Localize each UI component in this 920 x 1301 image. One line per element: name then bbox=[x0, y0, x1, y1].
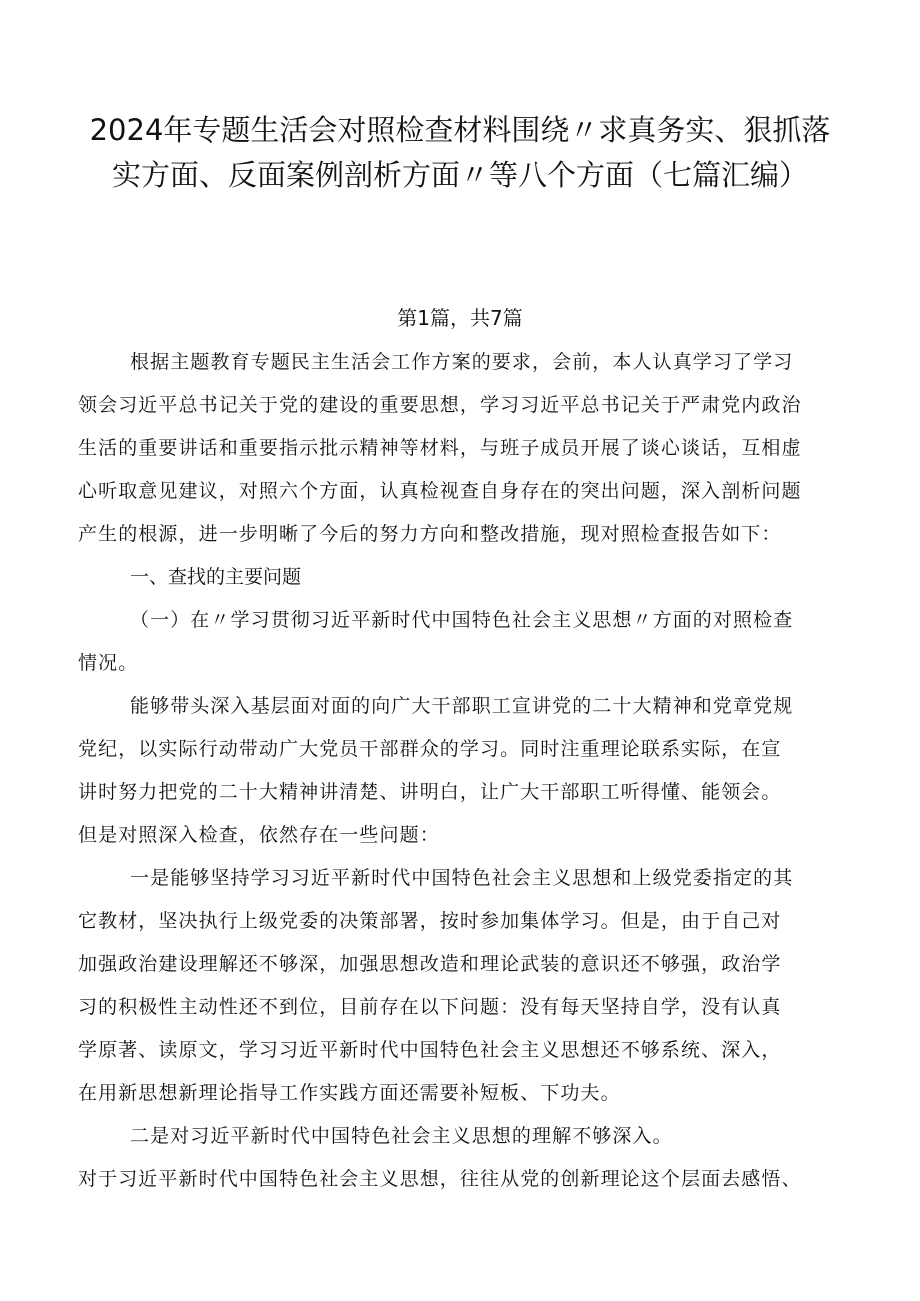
paragraph-line: 学原著、读原文，学习习近平新时代中国特色社会主义思想还不够系统、深入， bbox=[78, 1039, 782, 1061]
paragraph-line: 生活的重要讲话和重要指示批示精神等材料，与班子成员开展了谈心谈话，互相虚 bbox=[78, 437, 802, 459]
paragraph-line: 习的积极性主动性还不到位，目前存在以下问题：没有每天坚持自学，没有认真 bbox=[78, 996, 782, 1018]
paragraph-line: 二是对习近平新时代中国特色社会主义思想的理解不够深入。 bbox=[130, 1125, 673, 1147]
paragraph-line: 它教材，坚决执行上级党委的决策部署，按时参加集体学习。但是，由于自己对 bbox=[78, 910, 782, 932]
paragraph-line: 根据主题教育专题民主生活会工作方案的要求，会前，本人认真学习了学习 bbox=[130, 351, 794, 373]
document-title: 2024年专题生活会对照检查材料围绕〃求真务实、狠抓落实方面、反面案例剖析方面〃等八个方面（七篇汇编） bbox=[89, 113, 831, 192]
paragraph-line: 但是对照深入检查，依然存在一些问题： bbox=[78, 824, 440, 846]
paragraph-line: 一是能够坚持学习习近平新时代中国特色社会主义思想和上级党委指定的其 bbox=[130, 867, 794, 889]
paragraph-line: 心听取意见建议，对照六个方面，认真检视查自身存在的突出问题，深入剖析问题 bbox=[78, 480, 802, 502]
paragraph-line: 能够带头深入基层面对面的向广大干部职工宣讲党的二十大精神和党章党规 bbox=[130, 695, 794, 717]
paragraph-line: 对于习近平新时代中国特色社会主义思想，往往从党的创新理论这个层面去感悟、 bbox=[78, 1168, 802, 1190]
paragraph-line: 在用新思想新理论指导工作实践方面还需要补短板、下功夫。 bbox=[78, 1082, 621, 1104]
paragraph-line: 加强政治建设理解还不够深，加强思想改造和理论武装的意识还不够强，政治学 bbox=[78, 953, 782, 975]
paragraph-line: （一）在〃学习贯彻习近平新时代中国特色社会主义思想〃方面的对照检查 bbox=[130, 609, 794, 631]
section-heading: 一、查找的主要问题 bbox=[130, 566, 302, 588]
paragraph-line: 领会习近平总书记关于党的建设的重要思想，学习习近平总书记关于严肃党内政治 bbox=[78, 394, 802, 416]
document-subtitle: 第1篇，共7篇 bbox=[397, 306, 523, 330]
paragraph-line: 讲时努力把党的二十大精神讲清楚、讲明白，让广大干部职工听得懂、能领会。 bbox=[78, 781, 782, 803]
paragraph-line: 党纪，以实际行动带动广大党员干部群众的学习。同时注重理论联系实际，在宣 bbox=[78, 738, 782, 760]
paragraph-line: 情况。 bbox=[78, 652, 139, 674]
paragraph-line: 产生的根源，进一步明晰了今后的努力方向和整改措施，现对照检查报告如下： bbox=[78, 523, 782, 545]
